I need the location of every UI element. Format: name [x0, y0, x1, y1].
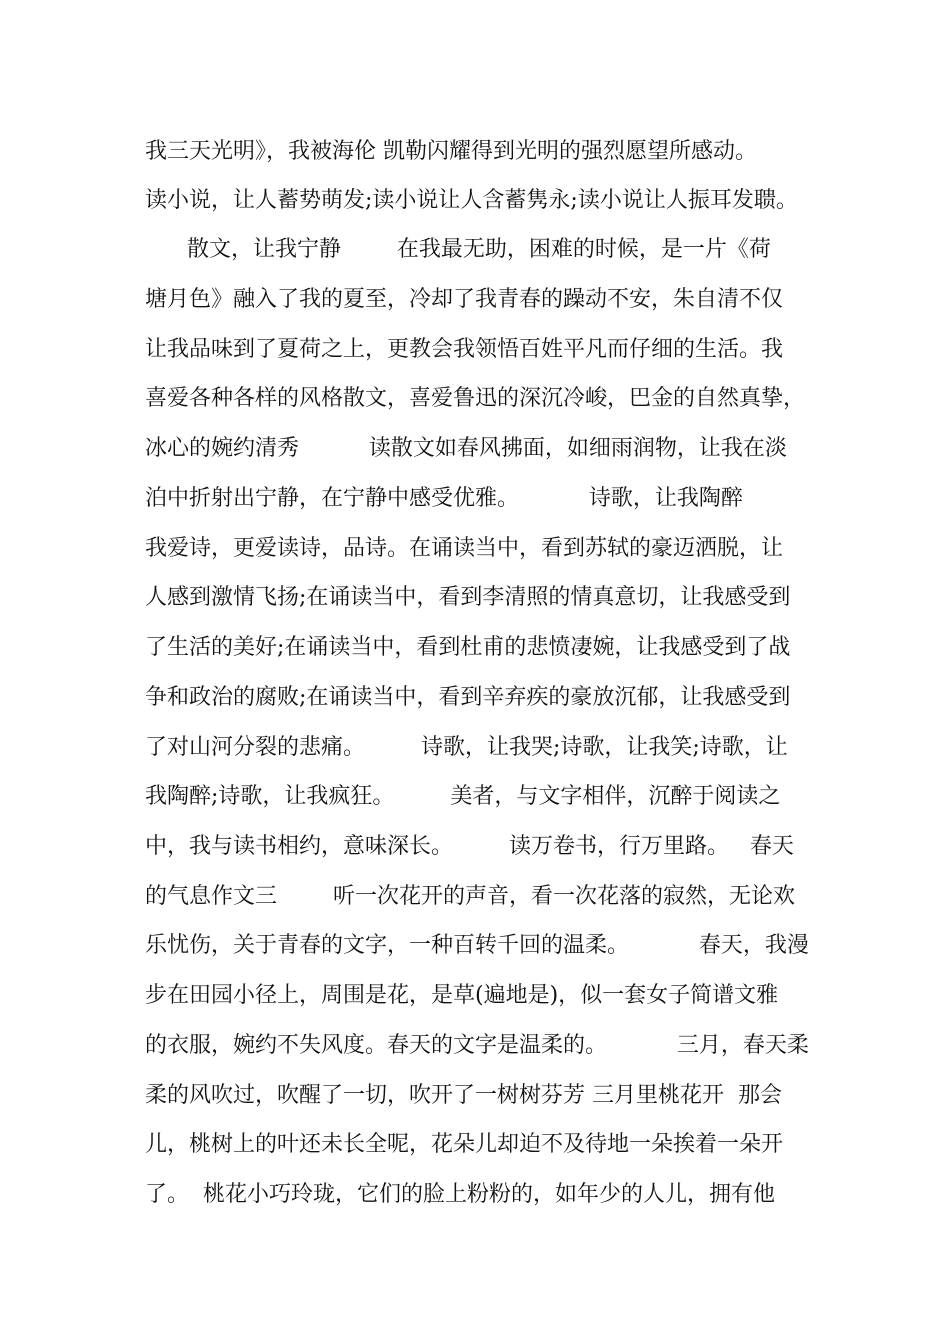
- text-line: 我爱诗，更爱读诗，品诗。在诵读当中，看到苏轼的豪迈洒脱，让: [145, 536, 784, 561]
- text-line: 读小说，让人蓄势萌发;读小说让人含蓄隽永;读小说让人振耳发聩。: [145, 188, 798, 213]
- text-line: 了。 桃花小巧玲珑，它们的脸上粉粉的，如年少的人儿，拥有他: [145, 1182, 775, 1207]
- text-line: 散文，让我宁静 在我最无助，困难的时候，是一片《荷: [145, 237, 771, 262]
- text-line: 让我品味到了夏荷之上，更教会我领悟百姓平凡而仔细的生活。我: [145, 337, 784, 362]
- text-line: 中，我与读书相约，意味深长。 读万卷书，行万里路。 春天: [145, 834, 794, 859]
- text-line: 我三天光明》，我被海伦 凯勒闪耀得到光明的强烈愿望所感动。: [145, 139, 757, 164]
- text-line: 的衣服，婉约不失风度。春天的文字是温柔的。 三月，春天柔: [145, 1033, 809, 1058]
- text-line: 争和政治的腐败;在诵读当中，看到辛弃疾的豪放沉郁，让我感受到: [145, 685, 791, 710]
- text-line: 冰心的婉约清秀 读散文如春风拂面，如细雨润物，让我在淡: [145, 436, 787, 461]
- text-line: 儿，桃树上的叶还未长全呢，花朵儿却迫不及待地一朵挨着一朵开: [145, 1132, 784, 1157]
- text-line: 我陶醉;诗歌，让我疯狂。 美者，与文字相伴，沉醉于阅读之: [145, 784, 781, 809]
- text-line: 步在田园小径上，周围是花，是草(遍地是)，似一套女子简谱文雅: [145, 983, 779, 1008]
- text-line: 的气息作文三 听一次花开的声音，看一次花落的寂然，无论欢: [145, 884, 795, 909]
- text-line: 了对山河分裂的悲痛。 诗歌，让我哭;诗歌，让我笑;诗歌，让: [145, 735, 788, 760]
- text-line: 乐忧伤，关于青春的文字，一种百转千回的温柔。 春天，我漫: [145, 933, 809, 958]
- text-line: 塘月色》融入了我的夏至，冷却了我青春的躁动不安，朱自清不仅: [145, 287, 784, 312]
- text-line: 柔的风吹过，吹醒了一切，吹开了一树树芬芳 三月里桃花开 那会: [145, 1083, 782, 1108]
- text-line: 人感到激情飞扬;在诵读当中，看到李清照的情真意切，让我感受到: [145, 585, 791, 610]
- text-line: 喜爱各种各样的风格散文，喜爱鲁迅的深沉冷峻，巴金的自然真挚，: [145, 386, 806, 411]
- text-line: 泊中折射出宁静，在宁静中感受优雅。 诗歌，让我陶醉: [145, 486, 743, 511]
- text-line: 了生活的美好;在诵读当中，看到杜甫的悲愤凄婉，让我感受到了战: [145, 635, 791, 660]
